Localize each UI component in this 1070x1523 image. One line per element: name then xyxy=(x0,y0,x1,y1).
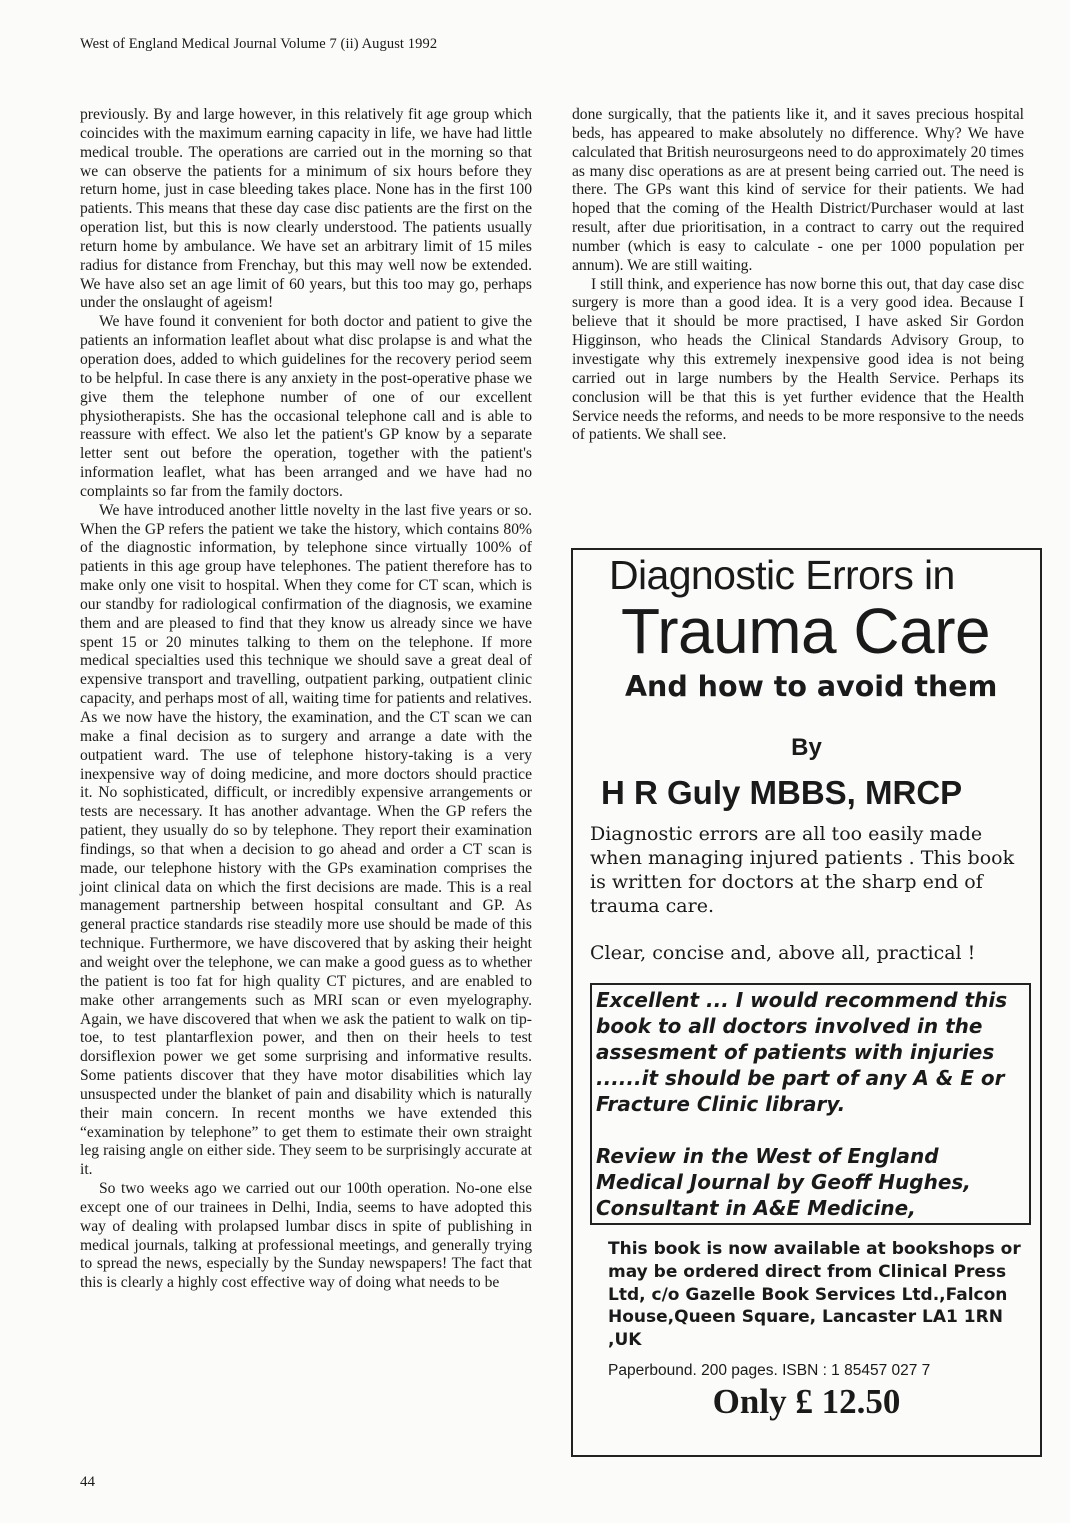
review-quote: Excellent ... I would recommend this book to all doctors involved in the assesment of patients with injuries ......it should be part of any A & E or Fracture Clinic library. xyxy=(596,988,1008,1116)
ad-book-details: Paperbound. 200 pages. ISBN : 1 85457 027 7 xyxy=(608,1362,931,1379)
article-paragraph: previously. By and large however, in this relatively fit age group which coincides with the maximum earning capacity in life, we have had little medical trouble. The operations are carried out in the morning so that we can observe the patients for a minimum of six hours before they return home, just in case bleeding takes place. None has in the first 100 patients. This means that these day case disc patients are the first on the operation list, but this is now clearly understood. The patients usually return home by ambulance. We have set an arbitrary limit of 15 miles radius for distance from Frenchay, but this may well now be extended. We have also set an age limit of 60 years, but this too may go, perhaps under the onslaught of ageism! xyxy=(80,106,532,312)
review-box xyxy=(590,983,1031,1225)
page-number: 44 xyxy=(80,1474,95,1490)
article-right-column xyxy=(572,106,1024,445)
ad-subtitle: And how to avoid them xyxy=(625,670,998,703)
ad-tagline: Clear, concise and, above all, practical ! xyxy=(590,942,976,964)
ad-availability: This book is now available at bookshops or may be ordered direct from Clinical Press Ltd, c/o Gazelle Book Services Ltd.,Falcon House,Queen Square, Lancaster LA1 1RN ,UK xyxy=(608,1239,1021,1351)
ad-author: H R Guly MBBS, MRCP xyxy=(601,774,963,811)
review-attribution: Review in the West of England Medical Journal by Geoff Hughes, Consultant in A&E Medicine, xyxy=(596,1144,971,1220)
article-paragraph: So two weeks ago we carried out our 100th operation. No-one else except one of our trainees in Delhi, India, seems to have adopted this way of dealing with prolapsed lumbar discs in spite of publishing in medical journals, talking at professional meetings, and generally trying to spread the news, especially by the Sunday newspapers! The fact that this is clearly a highly cost effective way of doing what needs to be xyxy=(80,1180,532,1292)
article-paragraph: done surgically, that the patients like it, and it saves precious hospital beds, has appeared to make absolutely no difference. Why? We have calculated that British neurosurgeons need to do approximately 20 times as many disc operations as are at present being carried out. The need is there. The GPs want this kind of service for their patients. We had hoped that the coming of the Health District/Purchaser would at last result, after due prioritisation, in a contract to carry out the required number (which is easy to calculate - one per 1000 population per annum). We are still waiting. xyxy=(572,106,1024,274)
running-head: West of England Medical Journal Volume 7 (ii) August 1992 xyxy=(80,36,438,52)
ad-blurb: Diagnostic errors are all too easily made when managing injured patients . This book is written for doctors at the sharp end of trauma care. xyxy=(590,823,1015,917)
article-paragraph: We have found it convenient for both doctor and patient to give the patients an information leaflet about what disc prolapse is and what the operation does, added to which guidelines for the recovery period seem to be helpful. In case there is any anxiety in the post-operative phase we give them the telephone number of one of our excellent physiotherapists. She has the occasional telephone call and is able to reassure with effect. We also let the patient's GP know by a separate letter sent out before the operation, together with the patient's information leaflet, what has been arranged and we have had no complaints so far from the family doctors. xyxy=(80,313,532,500)
article-paragraph: We have introduced another little novelty in the last five years or so. When the GP refers the patient we take the history, which contains 80% of the diagnostic information, by telephone since virtually 100% of patients in this age group have telephones. The patient therefore has to make only one visit to hospital. When they come for CT scan, which is our standby for radiological confirmation of the diagnosis, we examine them and are pleased to find that they know us already since we have spent 15 or 20 minutes talking to them on the telephone. If more medical specialties used this technique we should save a great deal of expensive transport and travelling, outpatient parking, outpatient clinic capacity, and perhaps most of all, waiting time for patients and relatives. As we now have the history, the examination, and the CT scan we can make a final decision as to surgery and arrange a date with the outpatient ward. The use of telephone history-taking is a very inexpensive way of doing medicine, and more doctors should practice it. No sophisticated, difficult, or incredibly expensive arrangements or tests are necessary. It has another advantage. When the GP refers the patient, they usually do so by telephone. They report their examination findings, so that when a decision to go ahead and order a CT scan is made, our telephone history with the GPs examination comprises the joint clinical data on which the first decisions are made. This is a real management partnership between hospital consultant and GP. As general practice standards rise steadily more use should be made of this technique. Furthermore, we have discovered that by asking their height and weight over the telephone, we can make a good guess as to whether the patient is too fat for high quality CT pictures, and are enabled to make other arrangements such as MRI scan or even myelography. Again, we have discovered that when we ask the patient to walk on tip-toe, to test plantarflexion power, and then on their heels to test dorsiflexion power we get some surprising and informative results. Some patients discover that they have motor disabilities which lay unsuspected under the blanket of pain and disability which is naturally their main concern. In recent months we have extended this “examination by telephone” to get them to estimate their own straight leg raising angle on either side. They seem to be surprisingly accurate at it. xyxy=(80,501,532,1179)
article-paragraph: I still think, and experience has now borne this out, that day case disc surgery is more than a good idea. It is a very good idea. Because I believe that it should be more practised, I have asked Sir Gordon Higginson, who heads the Clinical Standards Advisory Group, to investigate why this extremely inexpensive good idea is not being carried out in large numbers by the Health Service. Perhaps its conclusion will be that this is yet further evidence that the Health Service needs the reforms, and needs to be more responsive to the needs of patients. We shall see. xyxy=(572,275,1024,444)
ad-price: Only £ 12.50 xyxy=(712,1382,901,1421)
ad-title-line1: Diagnostic Errors in xyxy=(609,552,955,598)
ad-title-line2: Trauma Care xyxy=(621,595,991,667)
book-advertisement xyxy=(571,548,1042,1457)
ad-by: By xyxy=(791,734,822,761)
article-left-column xyxy=(80,106,532,1293)
